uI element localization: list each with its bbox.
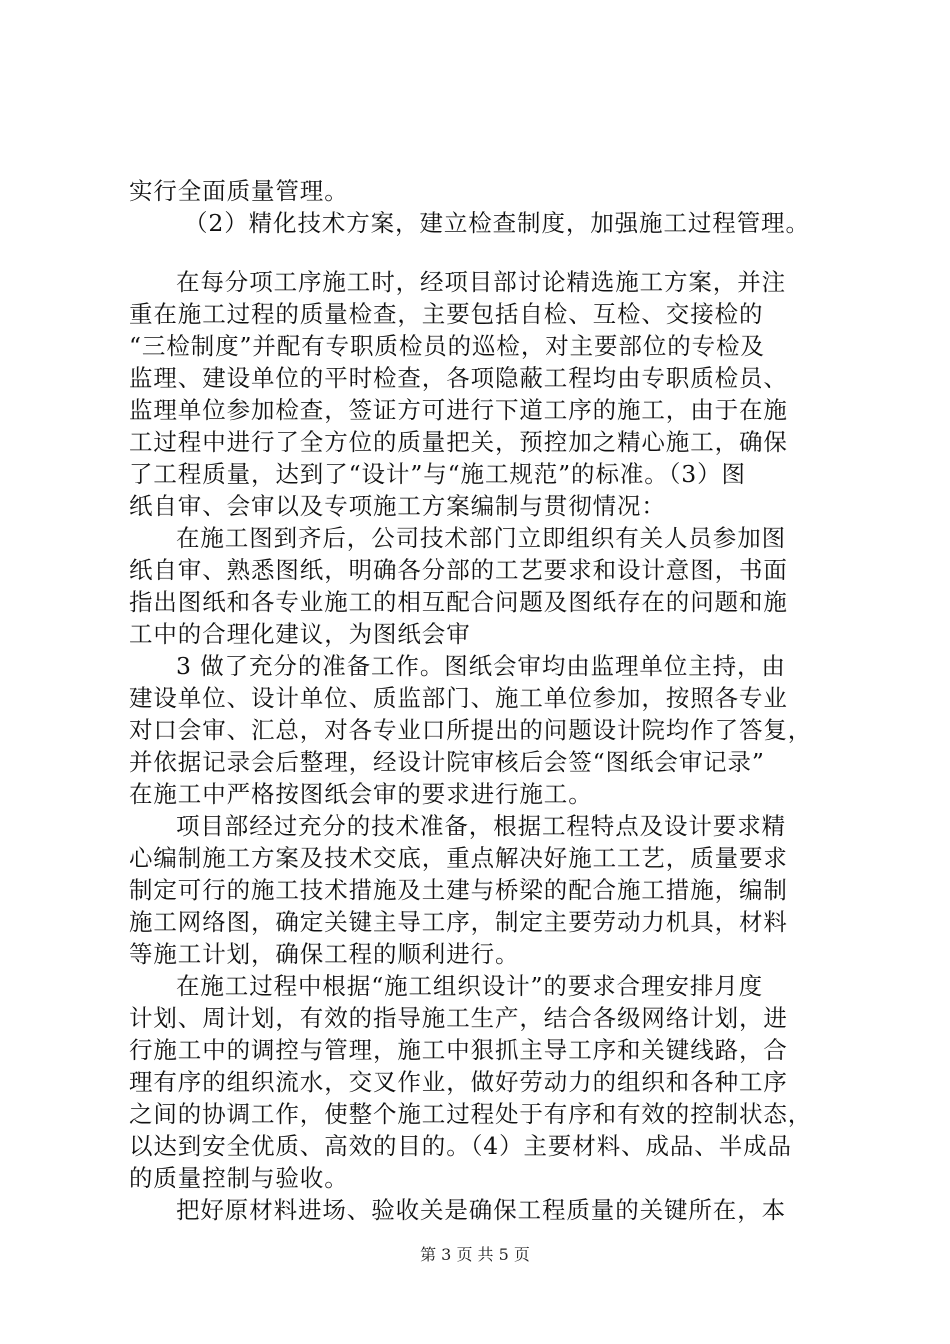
text-line: 行施工中的调控与管理，施工中狠抓主导工序和关键线路，合 — [129, 1036, 788, 1064]
text-line: 监理、建设单位的平时检查，各项隐蔽工程均由专职质检员、 — [129, 364, 788, 392]
page-number-footer: 第 3 页 共 5 页 — [420, 1245, 530, 1264]
text-line: 3 做了充分的准备工作。图纸会审均由监理单位主持，由 — [176, 652, 786, 680]
text-line: 工过程中进行了全方位的质量把关，预控加之精心施工，确保 — [129, 428, 788, 456]
text-line: 制定可行的施工技术措施及土建与桥梁的配合施工措施，编制 — [129, 876, 788, 904]
text-line: 纸自审、熟悉图纸，明确各分部的工艺要求和设计意图，书面 — [129, 556, 788, 584]
text-line: 计划、周计划，有效的指导施工生产，结合各级网络计划，进 — [129, 1004, 788, 1032]
text-line: 的质量控制与验收。 — [129, 1164, 349, 1192]
text-line: 工中的合理化建议，为图纸会审 — [129, 620, 471, 648]
text-line: 重在施工过程的质量检查，主要包括自检、互检、交接检的 — [129, 300, 764, 328]
text-line: 对口会审、汇总，对各专业口所提出的问题设计院均作了答复， — [129, 716, 813, 744]
text-line: 指出图纸和各专业施工的相互配合问题及图纸存在的问题和施 — [129, 588, 788, 616]
text-line: 在施工过程中根据“施工组织设计”的要求合理安排月度 — [176, 972, 764, 1000]
text-line: 并依据记录会后整理，经设计院审核后会签“图纸会审记录” — [129, 748, 765, 776]
text-line: 等施工计划，确保工程的顺利进行。 — [129, 940, 520, 968]
text-line: 建设单位、设计单位、质监部门、施工单位参加，按照各专业 — [129, 684, 788, 712]
text-line: 监理单位参加检查，签证方可进行下道工序的施工，由于在施 — [129, 396, 788, 424]
section-heading: （2）精化技术方案，建立检查制度，加强施工过程管理。 — [184, 209, 810, 237]
text-line: 心编制施工方案及技术交底，重点解决好施工工艺，质量要求 — [129, 844, 788, 872]
text-line: 实行全面质量管理。 — [129, 177, 349, 205]
text-line: 在每分项工序施工时，经项目部讨论精选施工方案，并注 — [176, 268, 786, 296]
text-line: 把好原材料进场、验收关是确保工程质量的关键所在，本 — [176, 1196, 786, 1224]
text-line: 施工网络图，确定关键主导工序，制定主要劳动力机具，材料 — [129, 908, 788, 936]
text-line: 项目部经过充分的技术准备，根据工程特点及设计要求精 — [176, 812, 786, 840]
text-line: 之间的协调工作，使整个施工过程处于有序和有效的控制状态， — [129, 1100, 813, 1128]
text-line: 理有序的组织流水，交叉作业，做好劳动力的组织和各种工序 — [129, 1068, 788, 1096]
text-line: “三检制度”并配有专职质检员的巡检，对主要部位的专检及 — [129, 332, 765, 360]
text-line: 纸自审、会审以及专项施工方案编制与贯彻情况： — [129, 492, 666, 520]
text-line: 在施工图到齐后，公司技术部门立即组织有关人员参加图 — [176, 524, 786, 552]
text-line: 了工程质量，达到了“设计”与“施工规范”的标准。（3）图 — [129, 460, 746, 488]
text-line: 以达到安全优质、高效的目的。（4）主要材料、成品、半成品 — [129, 1132, 792, 1160]
text-line: 在施工中严格按图纸会审的要求进行施工。 — [129, 780, 593, 808]
